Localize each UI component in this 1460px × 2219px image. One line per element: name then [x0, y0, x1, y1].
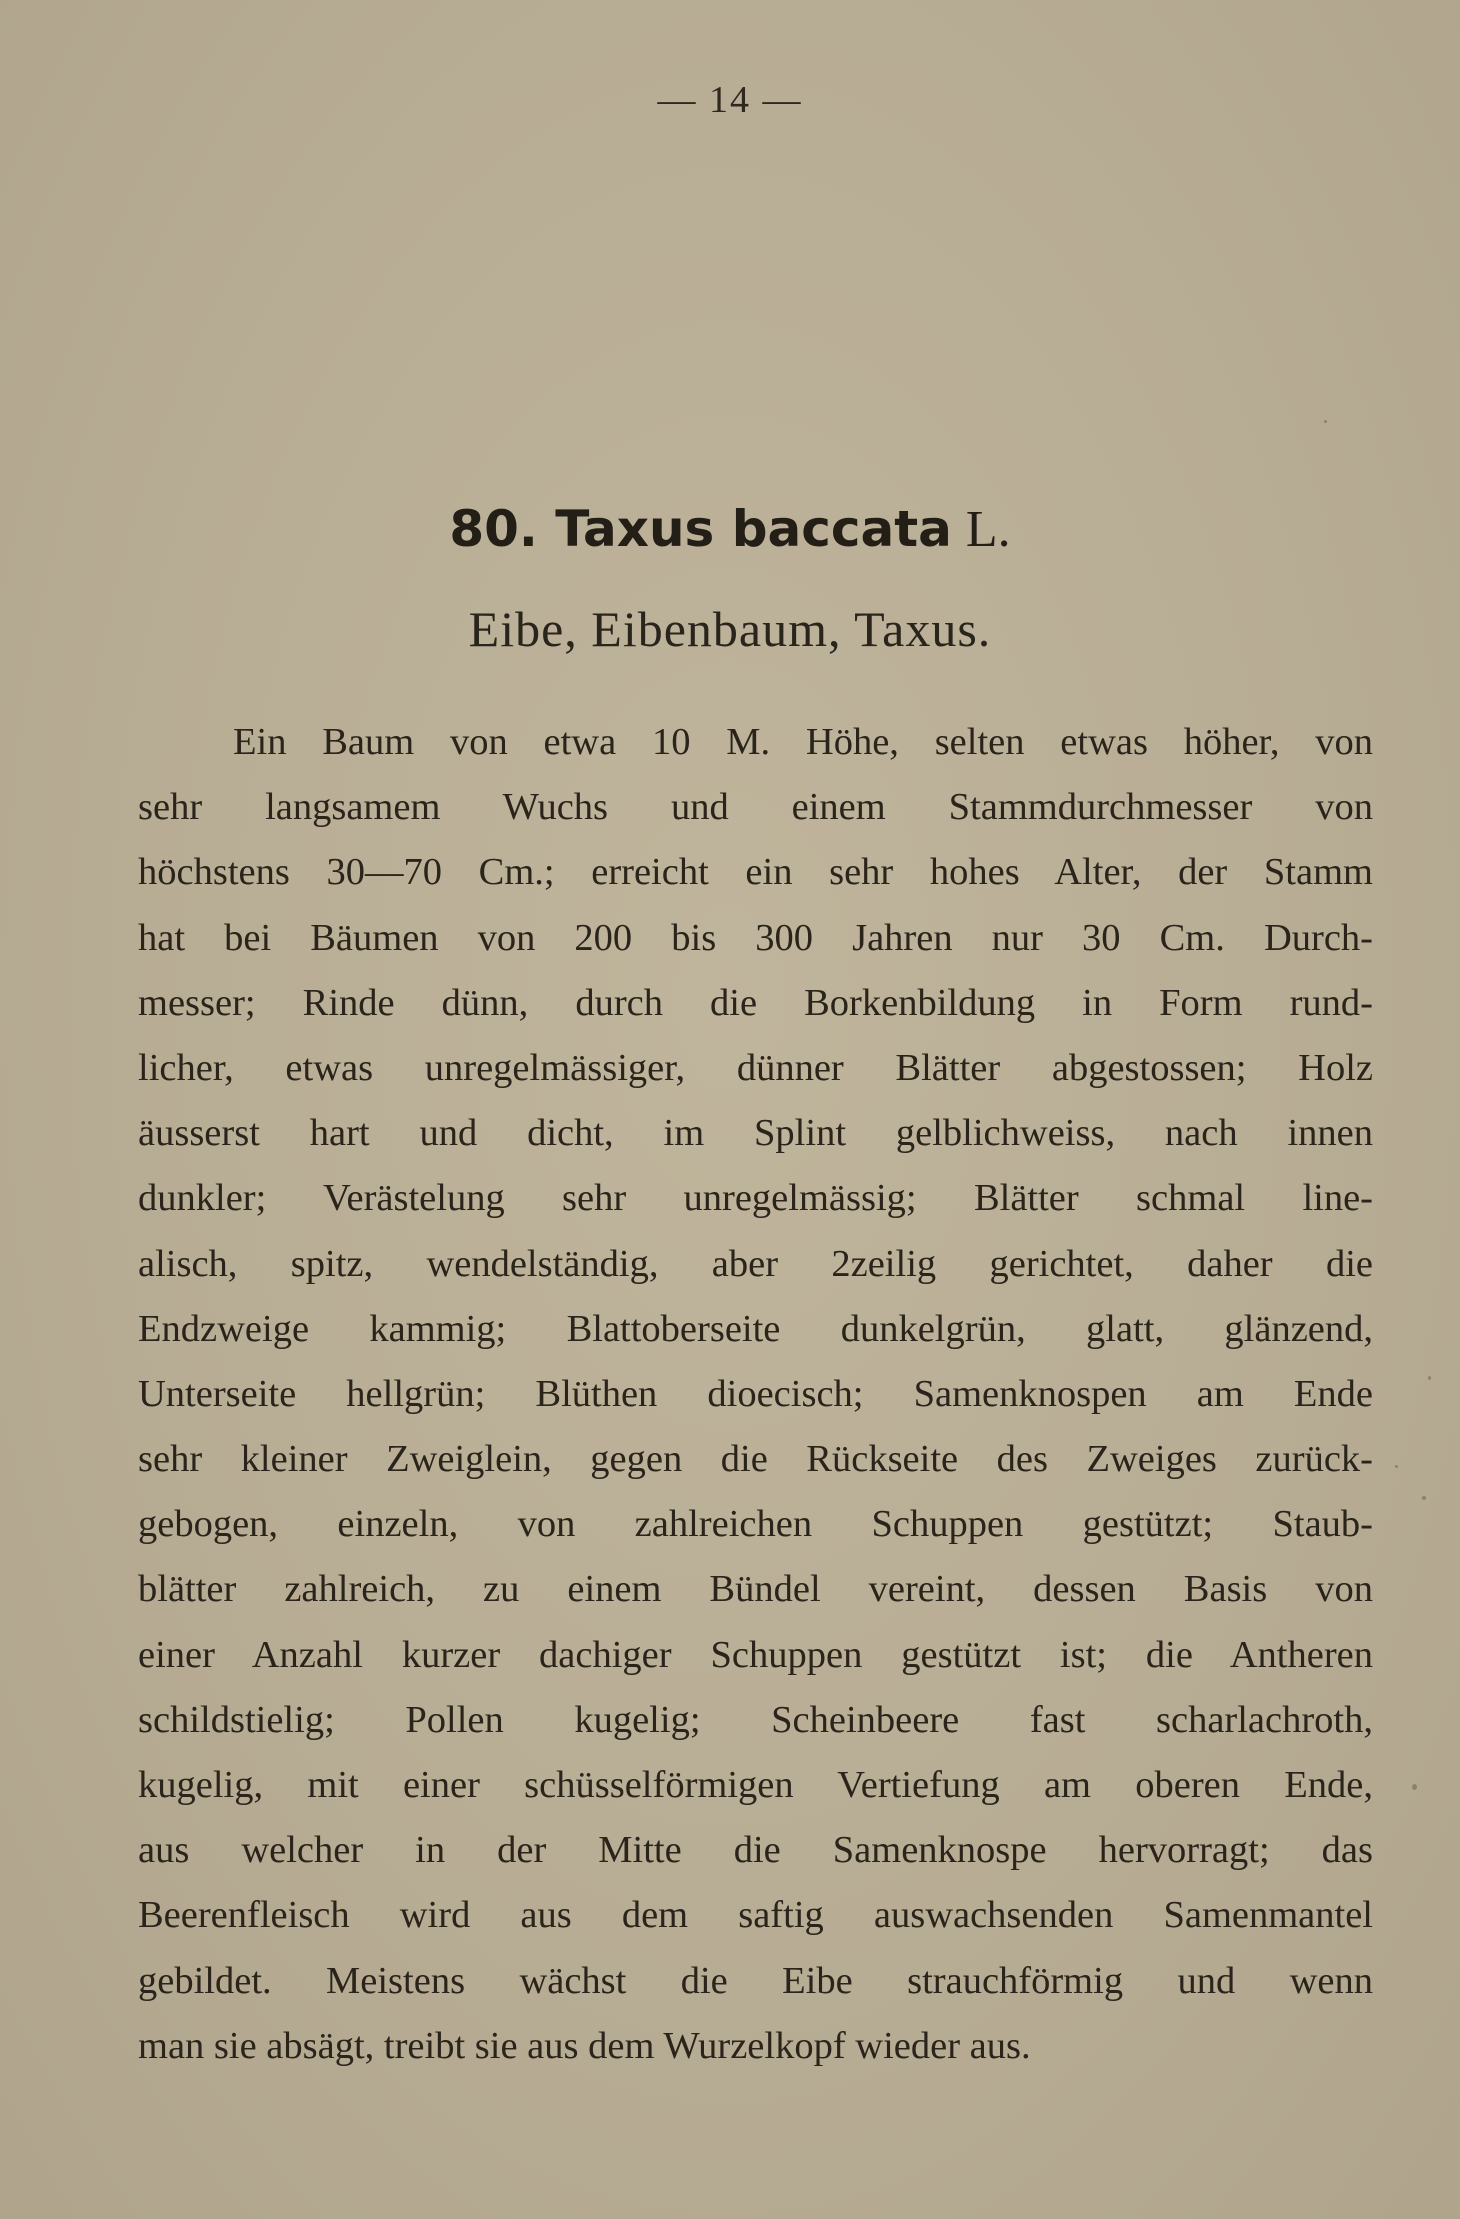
text-line: Endzweige kammig; Blattoberseite dunkelgrün, glatt, glänzend, — [138, 1307, 1373, 1350]
description-paragraph — [138, 710, 1373, 2079]
paper-speck — [1412, 1784, 1417, 1790]
text-line: man sie absägt, treibt sie aus dem Wurzelkopf wieder aus. — [138, 2024, 1031, 2067]
text-line: äusserst hart und dicht, im Splint gelblichweiss, nach innen — [138, 1112, 1373, 1155]
text-line: licher, etwas unregelmässiger, dünner Blätter abgestossen; Holz — [138, 1046, 1373, 1089]
text-line: aus welcher in der Mitte die Samenknospe hervorragt; das — [138, 1829, 1373, 1872]
text-line: sehr langsamem Wuchs und einem Stammdurchmesser von — [138, 786, 1373, 829]
common-names: Eibe, Eibenbaum, Taxus. — [468, 601, 992, 657]
text-line: höchstens 30—70 Cm.; erreicht ein sehr hohes Alter, der Stamm — [138, 851, 1373, 894]
text-line: messer; Rinde dünn, durch die Borkenbildung in Form rund- — [138, 981, 1373, 1024]
text-line: hat bei Bäumen von 200 bis 300 Jahren nur 30 Cm. Durch- — [138, 916, 1373, 959]
text-line: sehr kleiner Zweiglein, gegen die Rückseite des Zweiges zurück- — [138, 1438, 1373, 1481]
text-line: blätter zahlreich, zu einem Bündel vereint, dessen Basis von — [138, 1568, 1373, 1611]
text-line: Unterseite hellgrün; Blüthen dioecisch; Samenknospen am Ende — [138, 1372, 1373, 1415]
paper-speck — [1324, 420, 1327, 423]
text-line: Beerenfleisch wird aus dem saftig auswachsenden Samenmantel — [138, 1894, 1373, 1937]
text-line: schildstielig; Pollen kugelig; Scheinbeere fast scharlachroth, — [138, 1698, 1373, 1741]
text-line: alisch, spitz, wendelständig, aber 2zeilig gerichtet, daher die — [138, 1242, 1373, 1285]
text-line: dunkler; Verästelung sehr unregelmässig; Blätter schmal line- — [138, 1177, 1373, 1220]
paper-speck — [1428, 1376, 1431, 1380]
paper-speck — [1395, 1465, 1398, 1468]
species-author: L. — [965, 501, 1011, 558]
text-line: kugelig, mit einer schüsselförmigen Vertiefung am oberen Ende, — [138, 1764, 1373, 1806]
species-heading — [0, 495, 1460, 563]
text-line: einer Anzahl kurzer dachiger Schuppen gestützt ist; die Antheren — [138, 1633, 1373, 1676]
text-line: gebildet. Meistens wächst die Eibe strauchförmig und wenn — [138, 1959, 1373, 2002]
species-number-and-name: 80. Taxus baccata — [449, 500, 952, 558]
page-number: — 14 — — [657, 79, 803, 121]
text-line: Ein Baum von etwa 10 M. Höhe, selten etwas höher, von — [233, 721, 1373, 763]
paper-speck — [1422, 1496, 1426, 1500]
text-line: gebogen, einzeln, von zahlreichen Schuppen gestützt; Staub- — [138, 1503, 1373, 1546]
